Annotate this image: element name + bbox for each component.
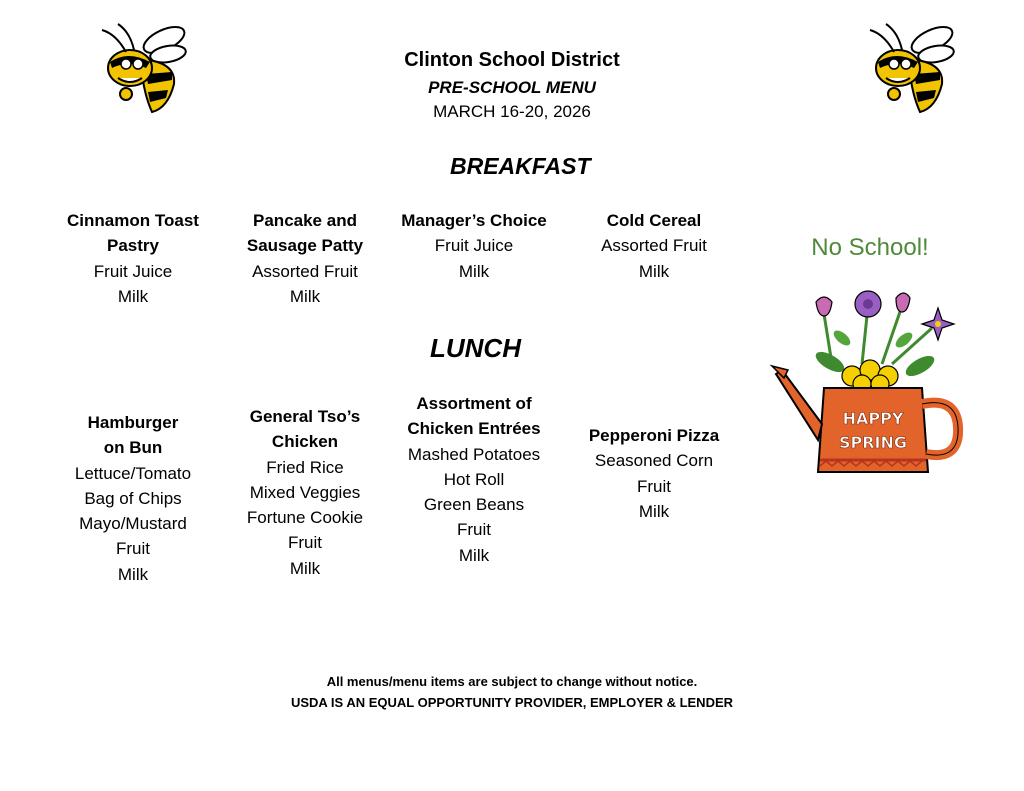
breakfast-monday-title-1: Cinnamon Toast [67,211,199,230]
lunch-monday-item: Bag of Chips [84,488,182,508]
can-text-spring: SPRING [838,433,908,452]
lunch-tuesday-title-2: Chicken [271,432,339,452]
lunch-wednesday-item: Hot Roll [443,469,505,489]
usda-statement: USDA IS AN EQUAL OPPORTUNITY PROVIDER, EMPLOYER & LENDER [290,695,734,710]
lunch-wednesday [384,391,564,568]
lunch-thursday-item: Seasoned Corn [594,451,714,471]
lunch-tuesday-item: Mixed Veggies [249,482,361,502]
breakfast-tuesday-item: Assorted Fruit [252,261,358,281]
lunch-thursday [564,423,744,524]
breakfast-monday-item: Fruit Juice [93,261,173,281]
lunch-wednesday-title-2: Chicken Entrées [407,419,541,439]
lunch-monday-item: Lettuce/Tomato [74,463,192,483]
menu-dates: MARCH 16-20, 2026 [433,102,591,121]
breakfast-wednesday-title: Manager’s Choice [401,211,547,230]
lunch-monday-item: Fruit [116,539,150,559]
lunch-wednesday-title-1: Assortment of [416,394,532,413]
breakfast-monday-item: Milk [117,286,149,306]
can-text-happy: HAPPY [842,409,904,428]
change-notice: All menus/menu items are subject to change without notice. [326,674,698,689]
lunch-thursday-item: Fruit [637,476,671,496]
breakfast-thursday-title: Cold Cereal [606,211,702,230]
watering-can-flowers-icon [772,284,968,480]
lunch-tuesday-item: Milk [289,558,321,578]
breakfast-thursday-item: Assorted Fruit [601,236,707,256]
menu-name: PRE-SCHOOL MENU [428,78,596,97]
lunch-monday-title-1: Hamburger [87,413,179,432]
breakfast-tuesday-item: Milk [289,286,321,306]
breakfast-tuesday-title-1: Pancake and [253,211,357,230]
lunch-thursday-item: Milk [638,501,670,521]
lunch-heading: LUNCH [430,333,521,363]
breakfast-heading: BREAKFAST [450,153,591,179]
breakfast-thursday-item: Milk [638,261,670,281]
district-title: Clinton School District [404,49,620,71]
lunch-wednesday-item: Fruit [457,520,491,540]
lunch-monday-item: Mayo/Mustard [79,514,187,534]
lunch-tuesday [215,404,395,581]
bee-mascot-right-icon [864,22,960,114]
lunch-tuesday-title-1: General Tso’s [249,407,361,426]
lunch-wednesday-item: Green Beans [423,495,525,515]
lunch-thursday-title: Pepperoni Pizza [588,426,720,445]
lunch-tuesday-item: Fortune Cookie [246,508,364,528]
lunch-tuesday-item: Fried Rice [266,457,344,477]
breakfast-monday [43,208,223,309]
lunch-wednesday-item: Mashed Potatoes [407,444,541,464]
bee-mascot-left-icon [96,22,192,114]
breakfast-wednesday-item: Fruit Juice [434,236,514,256]
lunch-monday-title-2: on Bun [103,438,163,458]
breakfast-tuesday [215,208,395,309]
lunch-monday [43,410,223,587]
breakfast-thursday [564,208,744,284]
breakfast-wednesday-item: Milk [458,261,490,281]
lunch-monday-item: Milk [117,564,149,584]
no-school-notice: No School! [811,234,929,261]
lunch-tuesday-item: Fruit [288,533,322,553]
breakfast-wednesday [384,208,564,284]
breakfast-monday-title-2: Pastry [107,236,159,256]
breakfast-tuesday-title-2: Sausage Patty [246,236,364,256]
lunch-wednesday-item: Milk [458,545,490,565]
